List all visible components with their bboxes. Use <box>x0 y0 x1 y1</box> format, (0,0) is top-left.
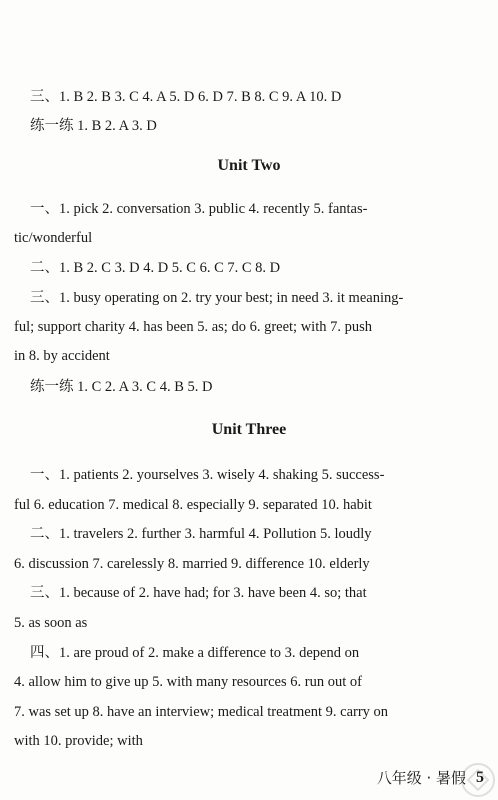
answer-line: 四、1. are proud of 2. make a difference to 3. depend on <box>30 645 360 661</box>
answer-line: 5. as soon as <box>14 615 88 631</box>
answer-line: 练一练 1. B 2. A 3. D <box>30 118 157 134</box>
answer-line: 三、1. B 2. B 3. C 4. A 5. D 6. D 7. B 8. C 9. A 10. D <box>30 89 342 105</box>
answer-line: 二、1. B 2. C 3. D 4. D 5. C 6. C 7. C 8. D <box>30 260 281 276</box>
answer-line: in 8. by accident <box>14 348 110 364</box>
answer-line: 练一练 1. C 2. A 3. C 4. B 5. D <box>30 379 213 395</box>
answer-line: with 10. provide; with <box>14 733 143 749</box>
answer-line: 二、1. travelers 2. further 3. harmful 4. Pollution 5. loudly <box>30 526 372 542</box>
answer-line: 4. allow him to give up 5. with many resources 6. run out of <box>14 674 362 690</box>
watermark-icon <box>428 752 498 800</box>
answer-line: ful 6. education 7. medical 8. especially 9. separated 10. habit <box>14 497 372 513</box>
answer-line: 6. discussion 7. carelessly 8. married 9. difference 10. elderly <box>14 556 370 572</box>
answer-line: 三、1. busy operating on 2. try your best; in need 3. it meaning- <box>30 290 404 306</box>
unit-three-title: Unit Three <box>211 421 287 438</box>
answer-line: 7. was set up 8. have an interview; medical treatment 9. carry on <box>14 704 389 720</box>
answer-line: 一、1. pick 2. conversation 3. public 4. recently 5. fantas- <box>30 201 368 217</box>
unit-two-title: Unit Two <box>217 157 281 174</box>
footer-label: 八年级 · 暑假 <box>376 769 466 787</box>
answer-line: 一、1. patients 2. yourselves 3. wisely 4. shaking 5. success- <box>30 467 385 483</box>
page-number: 5 <box>476 768 484 786</box>
answer-line: tic/wonderful <box>14 230 93 246</box>
answer-line: 三、1. because of 2. have had; for 3. have been 4. so; that <box>30 585 367 601</box>
answer-line: ful; support charity 4. has been 5. as; do 6. greet; with 7. push <box>14 319 373 335</box>
